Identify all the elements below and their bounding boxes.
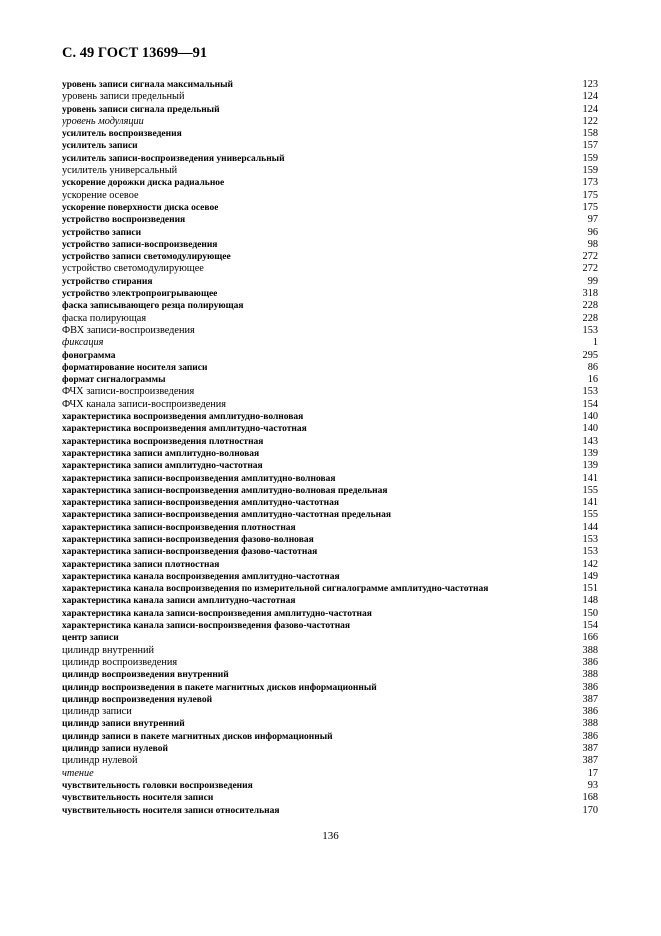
index-term: характеристика записи-воспроизведения плотностная	[62, 522, 296, 533]
index-term: цилиндр нулевой	[62, 755, 138, 767]
index-term: фиксация	[62, 337, 104, 349]
index-page-ref: 272	[582, 251, 598, 263]
index-term: фонограмма	[62, 350, 116, 361]
index-page-ref: 166	[582, 632, 598, 644]
index-entry	[62, 448, 598, 460]
index-term: формат сигналограммы	[62, 375, 166, 386]
index-entry	[62, 300, 598, 312]
index-page-ref: 386	[582, 730, 598, 742]
index-entry	[62, 546, 598, 558]
index-term: цилиндр внутренний	[62, 644, 155, 656]
index-entry	[62, 497, 598, 509]
index-term: цилиндр воспроизведения внутренний	[62, 670, 229, 681]
index-term: усилитель универсальный	[62, 165, 178, 177]
index-page-ref: 142	[582, 558, 598, 570]
index-term: устройство светомодулирующее	[62, 263, 204, 275]
index-page-ref: 139	[582, 460, 598, 472]
index-term: ускорение дорожки диска радиальное	[62, 178, 225, 189]
index-entry	[62, 706, 598, 718]
index-entry	[62, 743, 598, 755]
index-term: чувствительность носителя записи относительная	[62, 805, 280, 816]
index-page-ref: 141	[582, 497, 598, 509]
index-entry	[62, 595, 598, 607]
index-page-ref: 1	[592, 337, 598, 349]
index-entry	[62, 190, 598, 202]
index-page-ref: 149	[582, 570, 598, 582]
index-page-ref: 150	[582, 607, 598, 619]
index-term: усилитель записи-воспроизведения универсальный	[62, 153, 285, 164]
index-entry	[62, 718, 598, 730]
index-entry	[62, 386, 598, 398]
index-term: характеристика канала записи-воспроизведения амплитудно-частотная	[62, 608, 372, 619]
index-page-ref: 173	[582, 177, 598, 189]
index-page-ref: 98	[587, 238, 598, 250]
index-term: характеристика воспроизведения амплитудно-частотная	[62, 424, 307, 435]
index-entry	[62, 731, 598, 743]
index-entry	[62, 522, 598, 534]
index-page-ref: 388	[582, 644, 598, 656]
index-page-ref: 157	[582, 140, 598, 152]
index-term: устройство записи-воспроизведения	[62, 239, 218, 250]
index-term: усилитель воспроизведения	[62, 129, 182, 140]
index-term: цилиндр записи нулевой	[62, 744, 168, 755]
index-term: устройство воспроизведения	[62, 215, 186, 226]
index-page-ref: 295	[582, 349, 598, 361]
index-term: устройство стирания	[62, 276, 153, 287]
index-entry	[62, 165, 598, 177]
index-term: характеристика канала воспроизведения по измерительной сигналограмме амплитудно-частотная	[62, 584, 489, 595]
index-entry	[62, 79, 598, 91]
index-term: ФЧХ канала записи-воспроизведения	[62, 398, 227, 410]
index-entry	[62, 657, 598, 669]
index-page-ref: 170	[582, 804, 598, 816]
index-page-ref: 387	[582, 755, 598, 767]
index-page-ref: 153	[582, 546, 598, 558]
index-term: характеристика канала воспроизведения амплитудно-частотная	[62, 571, 340, 582]
index-term: ускорение поверхности диска осевое	[62, 202, 219, 213]
index-page-ref: 159	[582, 152, 598, 164]
index-entry	[62, 768, 598, 780]
index-page-ref: 17	[587, 767, 598, 779]
index-entry	[62, 755, 598, 767]
index-page-ref: 228	[582, 312, 598, 324]
index-term: цилиндр воспроизведения в пакете магнитных дисков информационный	[62, 682, 377, 693]
index-page-ref: 141	[582, 472, 598, 484]
index-entry	[62, 423, 598, 435]
index-page-ref: 16	[587, 374, 598, 386]
index-entry	[62, 128, 598, 140]
index-page-ref: 318	[582, 288, 598, 300]
index-entry	[62, 620, 598, 632]
index-entry	[62, 153, 598, 165]
index-term: цилиндр записи внутренний	[62, 719, 185, 730]
index-page-ref: 387	[582, 693, 598, 705]
index-term: цилиндр записи в пакете магнитных дисков информационный	[62, 731, 333, 742]
index-entry	[62, 251, 598, 263]
index-term: ФВХ записи-воспроизведения	[62, 324, 195, 336]
page-header: С. 49 ГОСТ 13699—91	[62, 45, 208, 61]
index-term: форматирование носителя записи	[62, 362, 208, 373]
term-index-list	[62, 79, 598, 817]
index-page-ref: 387	[582, 743, 598, 755]
index-page-ref: 124	[582, 103, 598, 115]
index-term: характеристика воспроизведения плотностная	[62, 436, 264, 447]
index-page-ref: 122	[582, 115, 598, 127]
index-term: уровень записи сигнала максимальный	[62, 80, 234, 90]
index-entry	[62, 485, 598, 497]
index-term: чувствительность носителя записи	[62, 793, 214, 804]
index-page-ref: 386	[582, 681, 598, 693]
index-entry	[62, 227, 598, 239]
index-entry	[62, 792, 598, 804]
index-entry	[62, 325, 598, 337]
index-page-ref: 86	[587, 361, 598, 373]
index-term: характеристика записи амплитудно-волновая	[62, 448, 260, 459]
index-page-ref: 140	[582, 423, 598, 435]
index-page-ref: 123	[582, 79, 598, 90]
index-entry	[62, 362, 598, 374]
index-entry	[62, 645, 598, 657]
index-entry	[62, 350, 598, 362]
index-term: фаска записывающего резца полирующая	[62, 301, 244, 312]
index-term: характеристика записи-воспроизведения амплитудно-частотная	[62, 498, 340, 509]
index-page-ref: 272	[582, 263, 598, 275]
index-page-ref: 153	[582, 533, 598, 545]
index-entry	[62, 694, 598, 706]
index-term: устройство записи	[62, 227, 142, 238]
index-entry	[62, 276, 598, 288]
index-entry	[62, 411, 598, 423]
index-entry	[62, 559, 598, 571]
index-entry	[62, 805, 598, 817]
index-term: цилиндр записи	[62, 706, 132, 718]
index-entry	[62, 473, 598, 485]
index-page-ref: 144	[582, 521, 598, 533]
index-page-ref: 93	[587, 779, 598, 791]
index-entry	[62, 288, 598, 300]
index-term: ускорение осевое	[62, 189, 139, 201]
index-entry	[62, 682, 598, 694]
index-entry	[62, 780, 598, 792]
index-term: усилитель записи	[62, 141, 138, 152]
index-entry	[62, 313, 598, 325]
index-page-ref: 97	[587, 214, 598, 226]
index-page-ref: 148	[582, 595, 598, 607]
index-page-ref: 140	[582, 411, 598, 423]
index-term: фаска полирующая	[62, 312, 147, 324]
index-term: характеристика канала записи амплитудно-частотная	[62, 596, 296, 607]
index-entry	[62, 116, 598, 128]
index-term: цилиндр воспроизведения нулевой	[62, 694, 213, 705]
index-entry	[62, 534, 598, 546]
index-page-ref: 386	[582, 656, 598, 668]
index-page-ref: 124	[582, 91, 598, 103]
index-page-ref: 143	[582, 435, 598, 447]
index-term: характеристика воспроизведения амплитудно-волновая	[62, 412, 304, 423]
index-term: цилиндр воспроизведения	[62, 656, 178, 668]
index-term: чтение	[62, 767, 94, 779]
index-entry	[62, 239, 598, 251]
index-entry	[62, 632, 598, 644]
index-page-ref: 158	[582, 128, 598, 140]
index-page-ref: 139	[582, 447, 598, 459]
index-entry	[62, 669, 598, 681]
index-page-ref: 175	[582, 189, 598, 201]
index-page-ref: 99	[587, 275, 598, 287]
index-page-ref: 175	[582, 201, 598, 213]
index-entry	[62, 374, 598, 386]
index-term: характеристика записи амплитудно-частотная	[62, 461, 263, 472]
index-term: характеристика записи-воспроизведения амплитудно-волновая предельная	[62, 485, 388, 496]
index-page-ref: 96	[587, 226, 598, 238]
index-page-ref: 154	[582, 620, 598, 632]
index-entry	[62, 140, 598, 152]
index-entry	[62, 177, 598, 189]
index-page-ref: 386	[582, 706, 598, 718]
index-page-ref: 159	[582, 165, 598, 177]
index-page-ref: 153	[582, 324, 598, 336]
index-entry	[62, 214, 598, 226]
index-term: характеристика записи-воспроизведения фазово-волновая	[62, 534, 314, 545]
index-term: уровень записи сигнала предельный	[62, 104, 220, 115]
index-entry	[62, 263, 598, 275]
index-term: чувствительность головки воспроизведения	[62, 780, 253, 791]
index-entry	[62, 436, 598, 448]
index-term: характеристика записи-воспроизведения амплитудно-волновая	[62, 473, 336, 484]
index-term: характеристика записи плотностная	[62, 559, 220, 570]
index-term: характеристика канала записи-воспроизведения фазово-частотная	[62, 621, 351, 632]
index-term: уровень модуляции	[62, 115, 144, 127]
index-entry	[62, 202, 598, 214]
index-entry	[62, 399, 598, 411]
index-entry	[62, 460, 598, 472]
index-term: характеристика записи-воспроизведения амплитудно-частотная предельная	[62, 510, 391, 521]
index-term: ФЧХ записи-воспроизведения	[62, 386, 195, 398]
index-page-ref: 154	[582, 398, 598, 410]
index-entry	[62, 104, 598, 116]
index-term: устройство записи светомодулирующее	[62, 252, 231, 263]
index-page-ref: 155	[582, 509, 598, 521]
index-entry	[62, 91, 598, 103]
index-entry	[62, 583, 598, 595]
index-entry	[62, 337, 598, 349]
index-entry	[62, 571, 598, 583]
index-term: устройство электропроигрывающее	[62, 289, 218, 300]
index-page-ref: 151	[582, 583, 598, 595]
index-page-ref: 155	[582, 484, 598, 496]
index-entry	[62, 509, 598, 521]
index-entry	[62, 608, 598, 620]
index-term: характеристика записи-воспроизведения фазово-частотная	[62, 547, 318, 558]
page-number: 136	[322, 830, 339, 842]
index-page-ref: 388	[582, 669, 598, 681]
index-page-ref: 168	[582, 792, 598, 804]
index-page-ref: 153	[582, 386, 598, 398]
index-term: уровень записи предельный	[62, 91, 185, 103]
index-term: центр записи	[62, 633, 119, 644]
index-page-ref: 228	[582, 300, 598, 312]
index-page-ref: 388	[582, 718, 598, 730]
